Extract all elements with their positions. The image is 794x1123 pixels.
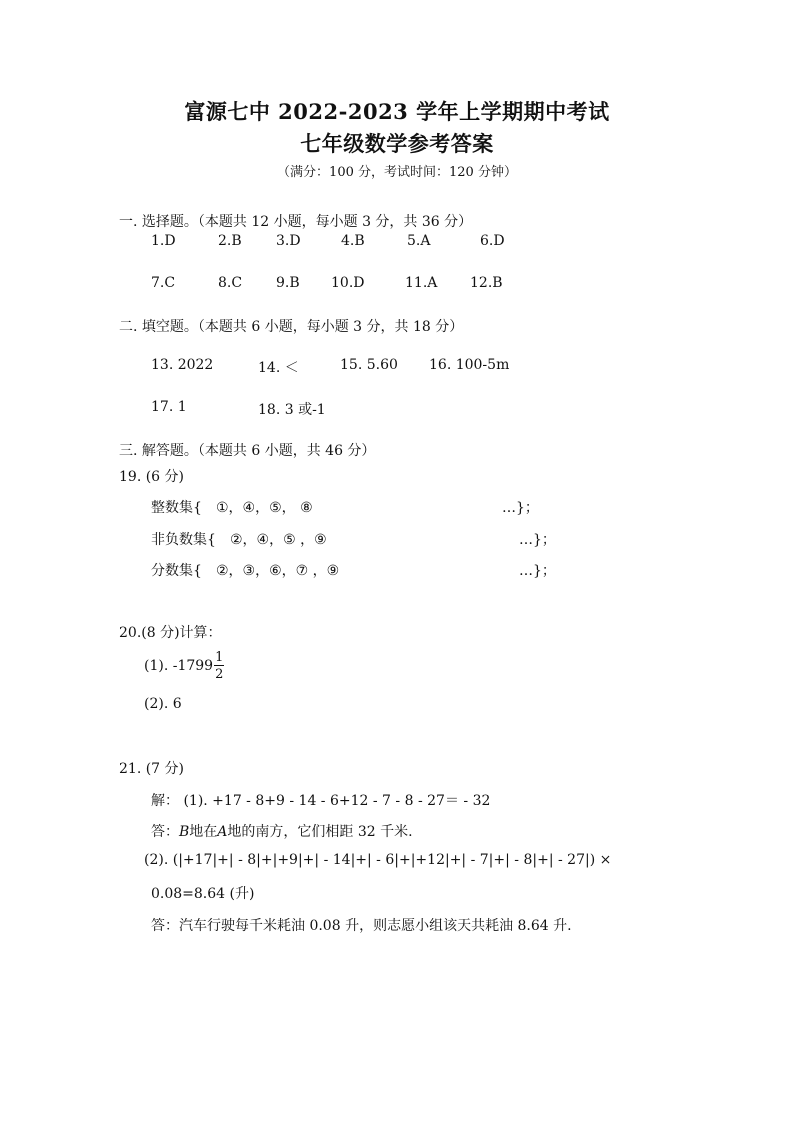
answer-item: 13. 2022	[151, 357, 214, 373]
answer-item: 5.A	[407, 233, 431, 249]
q20-part2-answer: (2). 6	[144, 696, 182, 712]
section-choice-heading: 一. 选择题。（本题共 12 小题，每小题 3 分，共 36 分）	[119, 214, 473, 230]
set-end: …}；	[519, 532, 556, 548]
answer-prefix: 答：	[151, 824, 179, 840]
answer-text: 地的南方，它们相距 32 千米.	[227, 824, 413, 840]
answer-item: 17. 1	[151, 399, 187, 415]
set-label: 分数集{	[151, 563, 202, 579]
q21-solution-line: 解： (1). +17 - 8+9 - 14 - 6+12 - 7 - 8 - 27＝ - 32	[151, 793, 491, 809]
answer-key-title: 七年级数学参考答案	[300, 131, 494, 156]
q21-answer-1	[151, 821, 413, 841]
answer-item: 15. 5.60	[340, 357, 398, 373]
fraction-denominator: 2	[215, 667, 224, 682]
set-end: …}；	[502, 500, 539, 516]
q21-part2-line2: 0.08=8.64 (升)	[151, 886, 255, 902]
exam-title: 富源七中 2022-2023 学年上学期期中考试	[184, 99, 610, 124]
fraction-numerator: 1	[215, 650, 224, 665]
q20-part1-answer	[144, 651, 224, 681]
answer-item: 18. 3 或-1	[258, 402, 326, 418]
point-b: B	[179, 824, 190, 840]
point-a: A	[217, 824, 228, 840]
answer-item: 16. 100-5m	[429, 357, 510, 373]
section-solve-heading: 三. 解答题。（本题共 6 小题，共 46 分）	[119, 443, 376, 459]
answer-item: 3.D	[276, 233, 301, 249]
fraction	[214, 651, 224, 681]
answer-item: 12.B	[470, 275, 503, 291]
set-items: ②，④，⑤ ，⑨	[230, 532, 327, 548]
answer-item: 9.B	[276, 275, 300, 291]
answer-item: 14. ＜	[258, 360, 299, 376]
answer-item: 4.B	[341, 233, 365, 249]
set-items: ②，③，⑥，⑦ ，⑨	[216, 563, 340, 579]
mixed-number-whole: (1). -1799	[144, 658, 214, 674]
question-21-heading: 21. (7 分)	[119, 761, 184, 777]
set-label: 整数集{	[151, 500, 202, 516]
section-fill-heading: 二. 填空题。（本题共 6 小题，每小题 3 分，共 18 分）	[119, 319, 464, 335]
q21-answer-2: 答：汽车行驶每千米耗油 0.08 升，则志愿小组该天共耗油 8.64 升.	[151, 918, 572, 934]
set-end: …}；	[519, 563, 556, 579]
exam-info-subtitle: （满分：100 分，考试时间：120 分钟）	[277, 165, 517, 180]
answer-item: 10.D	[331, 275, 365, 291]
answer-item: 8.C	[218, 275, 243, 291]
answer-item: 7.C	[151, 275, 176, 291]
q21-part2-line1: (2). (|+17|+| - 8|+|+9|+| - 14|+| - 6|+|+12|+| - 7|+| - 8|+| - 27|) ×	[144, 852, 612, 868]
set-items: ①，④，⑤， ⑧	[216, 500, 313, 516]
answer-item: 1.D	[151, 233, 176, 249]
answer-item: 6.D	[480, 233, 505, 249]
answer-item: 2.B	[218, 233, 242, 249]
set-label: 非负数集{	[151, 532, 216, 548]
answer-text: 地在	[189, 824, 218, 840]
question-19-heading: 19. (6 分)	[119, 469, 184, 485]
answer-item: 11.A	[405, 275, 438, 291]
question-20-heading: 20.(8 分)计算：	[119, 625, 222, 641]
